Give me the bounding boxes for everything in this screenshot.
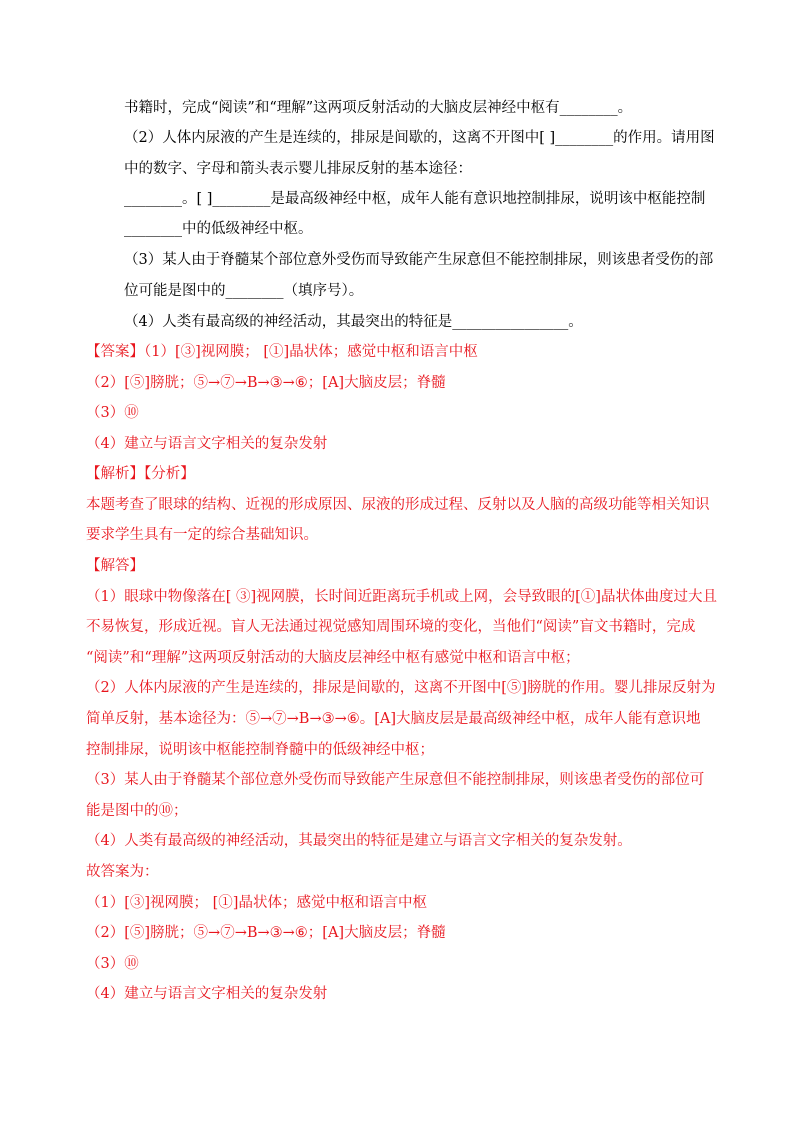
question-line: ________。[ ]________是最高级神经中枢，成年人能有意识地控制排尿，说明该中枢能控制 — [124, 191, 706, 207]
analysis-heading: 【解析】【分析】 — [86, 466, 195, 482]
question-line: ________中的低级神经中枢。 — [124, 221, 313, 237]
final-answer-line: （1）[③]视网膜； [①]晶状体；感觉中枢和语言中枢 — [86, 895, 427, 911]
final-answer-heading: 故答案为： — [86, 864, 159, 880]
question-line: 位可能是图中的________（填序号）。 — [124, 283, 364, 299]
final-answer-line: （4）建立与语言文字相关的复杂发射 — [86, 986, 328, 1002]
question-line: 书籍时，完成“阅读”和“理解”这两项反射活动的大脑皮层神经中枢有________。 — [124, 100, 633, 116]
final-answer-line: （3）⑩ — [86, 956, 139, 972]
solution-line: 简单反射，基本途径为：⑤→⑦→B→③→⑥。[A]大脑皮层是最高级神经中枢，成年人能有意识地 — [86, 711, 701, 727]
analysis-line: 本题考查了眼球的结构、近视的形成原因、尿液的形成过程、反射以及人脑的高级功能等相关知识 — [86, 497, 710, 513]
solution-line: “阅读”和“理解”这两项反射活动的大脑皮层神经中枢有感觉中枢和语言中枢； — [86, 650, 580, 666]
solution-line: 不易恢复，形成近视。盲人无法通过视觉感知周围环境的变化，当他们“阅读”盲文书籍时，完成 — [86, 619, 696, 635]
answer-line: （4）建立与语言文字相关的复杂发射 — [86, 436, 328, 452]
solution-line: （4）人类有最高级的神经活动，其最突出的特征是建立与语言文字相关的复杂发射。 — [86, 833, 632, 849]
question-line: （4）人类有最高级的神经活动，其最突出的特征是________________。 — [124, 314, 583, 330]
question-line: （3）某人由于脊髓某个部位意外受伤而导致能产生尿意但不能控制排尿，则该患者受伤的部 — [124, 252, 714, 268]
question-line: （2）人体内尿液的产生是连续的，排尿是间歇的，这离不开图中[ ]________的作用。请用图 — [124, 130, 715, 146]
solution-line: （3）某人由于脊髓某个部位意外受伤而导致能产生尿意但不能控制排尿，则该患者受伤的部位可 — [86, 772, 705, 788]
solution-line: （1）眼球中物像落在[ ③]视网膜，长时间近距离玩手机或上网，会导致眼的[①]晶状体曲度过大且 — [86, 589, 717, 605]
answer-line: （3）⑩ — [86, 405, 139, 421]
solution-line: 控制排尿，说明该中枢能控制脊髓中的低级神经中枢； — [86, 742, 434, 758]
solution-line: 能是图中的⑩； — [86, 803, 188, 819]
solution-heading: 【解答】 — [86, 558, 144, 574]
final-answer-line: （2）[⑤]膀胱；⑤→⑦→B→③→⑥；[A]大脑皮层；脊髓 — [86, 925, 446, 941]
answer-line: （2）[⑤]膀胱；⑤→⑦→B→③→⑥；[A]大脑皮层；脊髓 — [86, 375, 446, 391]
question-line: 中的数字、字母和箭头表示婴儿排尿反射的基本途径： — [124, 161, 472, 177]
answer-line: 【答案】（1）[③]视网膜； [①]晶状体；感觉中枢和语言中枢 — [86, 344, 478, 360]
analysis-line: 要求学生具有一定的综合基础知识。 — [86, 527, 318, 543]
solution-line: （2）人体内尿液的产生是连续的，排尿是间歇的，这离不开图中[⑤]膀胱的作用。婴儿排尿反射为 — [86, 680, 716, 696]
